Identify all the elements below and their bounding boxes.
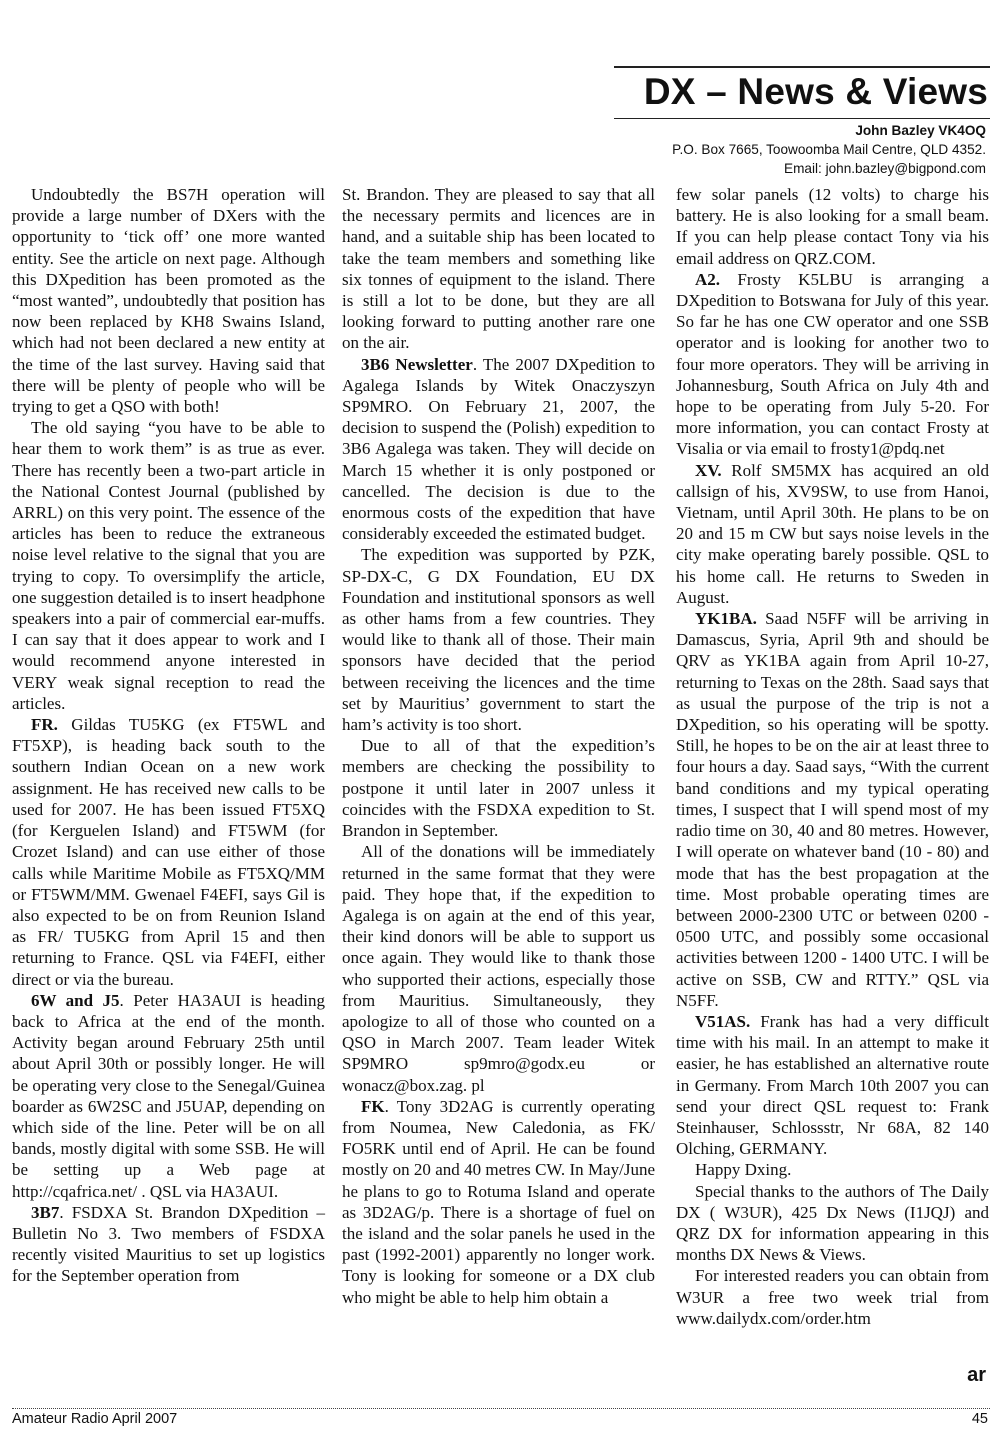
paragraph [12,417,325,714]
paragraph-text: All of the donations will be immediately returned in the same format that they were paid. They hope that, if the expedition to Agalega is on again at the end of this year, their kind donors will be able to support us once again. They would like to thank those who supported their actions, especially those from Mauritius. Simultaneously, they apologize to all of those who counted on a QSO in March 2007. Team leader Witek SP9MRO sp9mro@godx.eu or wonacz@box.zag. pl [342,842,655,1095]
paragraph-text: Gildas TU5KG (ex FT5WL and FT5XP), is heading back south to the southern Indian Ocean on a new work assignment. He has received new calls to be used for 2007. He has been issued FT5XQ (for Kerguelen Island) and FT5WM (for Crozet Island) and can use either of those calls while Maritime Mobile as FT5XQ/MM or FT5WM/MM. Gwenael F4EFI, says Gil is also expected to be on from Reunion Island as FR/ TU5KG from April 15 and then returning to France. QSL via F4EFI, either direct or via the bureau. [12,715,325,989]
paragraph [342,544,655,735]
paragraph-text: . The 2007 DXpedition to Agalega Islands by Witek Onaczyszyn SP9MRO. On February 21, 2007, the decision to suspend the (Polish) expedition to 3B6 Agalega was taken. They will decide on March 15 whether it is only postponed or cancelled. The decision is due to the enormous costs of the expedition that have considerably exceeded the estimated budget. [342,354,655,544]
paragraph [676,184,989,269]
paragraph-text: St. Brandon. They are pleased to say that all the necessary permits and licences are in hand, and a suitable ship has been located to take the team members and something like six tonnes of equipment to the island. There is still a lot to be done, but they are all looking forward to putting another rare one on the air. [342,185,655,353]
paragraph-text: The expedition was supported by PZK, SP-DX-C, G DX Foundation, EU DX Foundation and institutional sponsors as well as other hams from a few countries. They would like to thank all of those. Their main sponsors have decided that the period between receiving the licences and the time set by Mauritius’ government to start the ham’s activity is too short. [342,545,655,735]
paragraph [342,735,655,841]
author-name: John Bazley VK4OQ [855,123,986,138]
paragraph [342,1096,655,1308]
article-column-3 [676,184,989,1329]
paragraph [12,1202,325,1287]
paragraph [342,184,655,354]
paragraph-lead: XV. [695,460,722,480]
paragraph-text: For interested readers you can obtain from W3UR a free two week trial from www.dailydx.com/order.htm [676,1266,989,1328]
paragraph-lead: YK1BA. [695,609,757,629]
paragraph [676,1159,989,1180]
paragraph [12,184,325,417]
paragraph-lead: 6W and J5 [31,990,120,1010]
title-underline [614,118,990,119]
paragraph [676,1011,989,1159]
paragraph [12,990,325,1202]
paragraph [676,269,989,460]
byline [672,121,986,178]
article-column-2 [342,184,655,1308]
paragraph [676,1181,989,1266]
paragraph-lead: V51AS. [695,1011,751,1031]
paragraph-text: . Peter HA3AUI is heading back to Africa at the end of the month. Activity began around February 25th until about April 30th or possibly longer. He will be operating very close to the Senegal/Guinea boarder as 6W2SC and J5UAP, depending on which side of the line. Peter will be on all bands, mostly digital with some SSB. He will be setting up a Web page at http://cqafrica.net/ . QSL via HA3AUI. [12,990,325,1201]
paragraph [676,460,989,608]
page-number: 45 [971,1411,988,1427]
paragraph-lead: 3B6 Newsletter [361,354,473,374]
article-column-1 [12,184,325,1287]
header-top-rule [614,66,990,68]
paragraph-text: Undoubtedly the BS7H operation will provide a large number of DXers with the opportunity to ‘tick off’ one more wanted entity. See the article on next page. Although this DXpedition has been promoted as the “most wanted”, undoubtedly that position has now been replaced by KH8 Swains Island, which had not been declared a new entity at the time of the last survey. Having said that there will be plenty of people who will be trying to get a QSO with both! [12,185,325,417]
footer-publication: Amateur Radio April 2007 [12,1411,178,1427]
paragraph-text: Frosty K5LBU is arranging a DXpedition to Botswana for July of this year. So far he has one CW operator and one SSB operator and is looking for another two to four more operators. They will be arriving in Johannesburg, South Africa on July 4th and hope to be operating from July 5-20. For more information, you can contact Frosty at Visalia or via email to frosty1@pdq.net [676,269,989,459]
paragraph-text: The old saying “you have to be able to hear them to work them” is as true as ever. There has recently been a two-part article in the National Contest Journal (published by ARRL) on this very point. The essence of the articles has been to reduce the extraneous noise level relative to the signal that you are trying to copy. To oversimplify the article, one suggestion detailed is to insert headphone speakers into a pair of commercial ear-muffs. I can say that it does appear to work and I would recommend anyone interested in VERY weak signal reception to read the articles. [12,418,325,713]
author-email: Email: john.bazley@bigpond.com [784,161,986,176]
paragraph [12,714,325,990]
paragraph [342,841,655,1095]
paragraph-text: . FSDXA St. Brandon DXpedition – Bulletin No 3. Two members of FSDXA recently visited Mauritius to set up logistics for the September operation from [12,1202,325,1286]
footer-rule [12,1408,990,1409]
paragraph-text: Due to all of that the expedition’s members are checking the possibility to postpone it until later in 2007 unless it coincides with the FSDXA expedition to St. Brandon in September. [342,736,655,841]
paragraph [676,608,989,1011]
section-title: DX – News & Views [643,71,988,112]
paragraph-text: Happy Dxing. [695,1160,792,1180]
paragraph-text: Special thanks to the authors of The Daily DX ( W3UR), 425 Dx News (I1JQJ) and QRZ DX for information appearing in this months DX News & Views. [676,1181,989,1265]
paragraph-lead: FK [361,1096,385,1116]
paragraph-lead: A2. [695,269,721,289]
paragraph [676,1265,989,1329]
paragraph-text: Rolf SM5MX has acquired an old callsign of his, XV9SW, to use from Hanoi, Vietnam, until April 30th. He plans to be on 20 and 15 m CW but says noise levels in the city make operating barely possible. QSL to his home call. He returns to Sweden in August. [676,460,989,607]
paragraph [342,354,655,545]
paragraph-text: . Tony 3D2AG is currently operating from Noumea, New Caledonia, as FK/ FO5RK until end of April. He can be found mostly on 20 and 40 metres CW. In May/June he plans to go to Rotuma Island and operate as 3D2AG/p. There is a shortage of fuel on the island and the solar panels he used in the past (1992-2001) apparently no longer work. Tony is looking for someone or a DX club who might be able to help him obtain a [342,1096,655,1307]
author-address: P.O. Box 7665, Toowoomba Mail Centre, QLD 4352. [672,142,986,157]
paragraph-lead: FR. [31,715,58,735]
end-mark: ar [967,1364,986,1386]
paragraph-text: Saad N5FF will be arriving in Damascus, Syria, April 9th and should be QRV as YK1BA again from April 10-27, returning to Texas on the 28th. Saad says that as usual the purpose of the trip is not a DXpedition, so his operating will be spotty. Still, he hopes to be on the air at least three to four hours a day. Saad says, “With the current band conditions and my typical operating times, I suspect that I will spend most of my radio time on 30, 40 and 80 metres. However, I will operate on whatever band (10 - 80) and mode that has the best propagation at the time. Most probable operating times are between 2000-2300 UTC or between 0200 - 0500 UTC, and possibly some occasional activities between 1200 - 1400 UTC. I will be active on SSB, CW and RTTY.” QSL via N5FF. [676,609,989,1010]
paragraph-text: few solar panels (12 volts) to charge his battery. He is also looking for a small beam. If you can help please contact Tony via his email address on QRZ.COM. [676,185,989,268]
paragraph-text: Frank has had a very difficult time with his mail. In an attempt to make it easier, he has established an alternative route in Germany. From March 10th 2007 you can send your direct QSL request to: Frank Steinhauser, Schlossstr, Nr 68A, 82 140 Olching, GERMANY. [676,1011,989,1159]
paragraph-lead: 3B7 [31,1202,60,1222]
